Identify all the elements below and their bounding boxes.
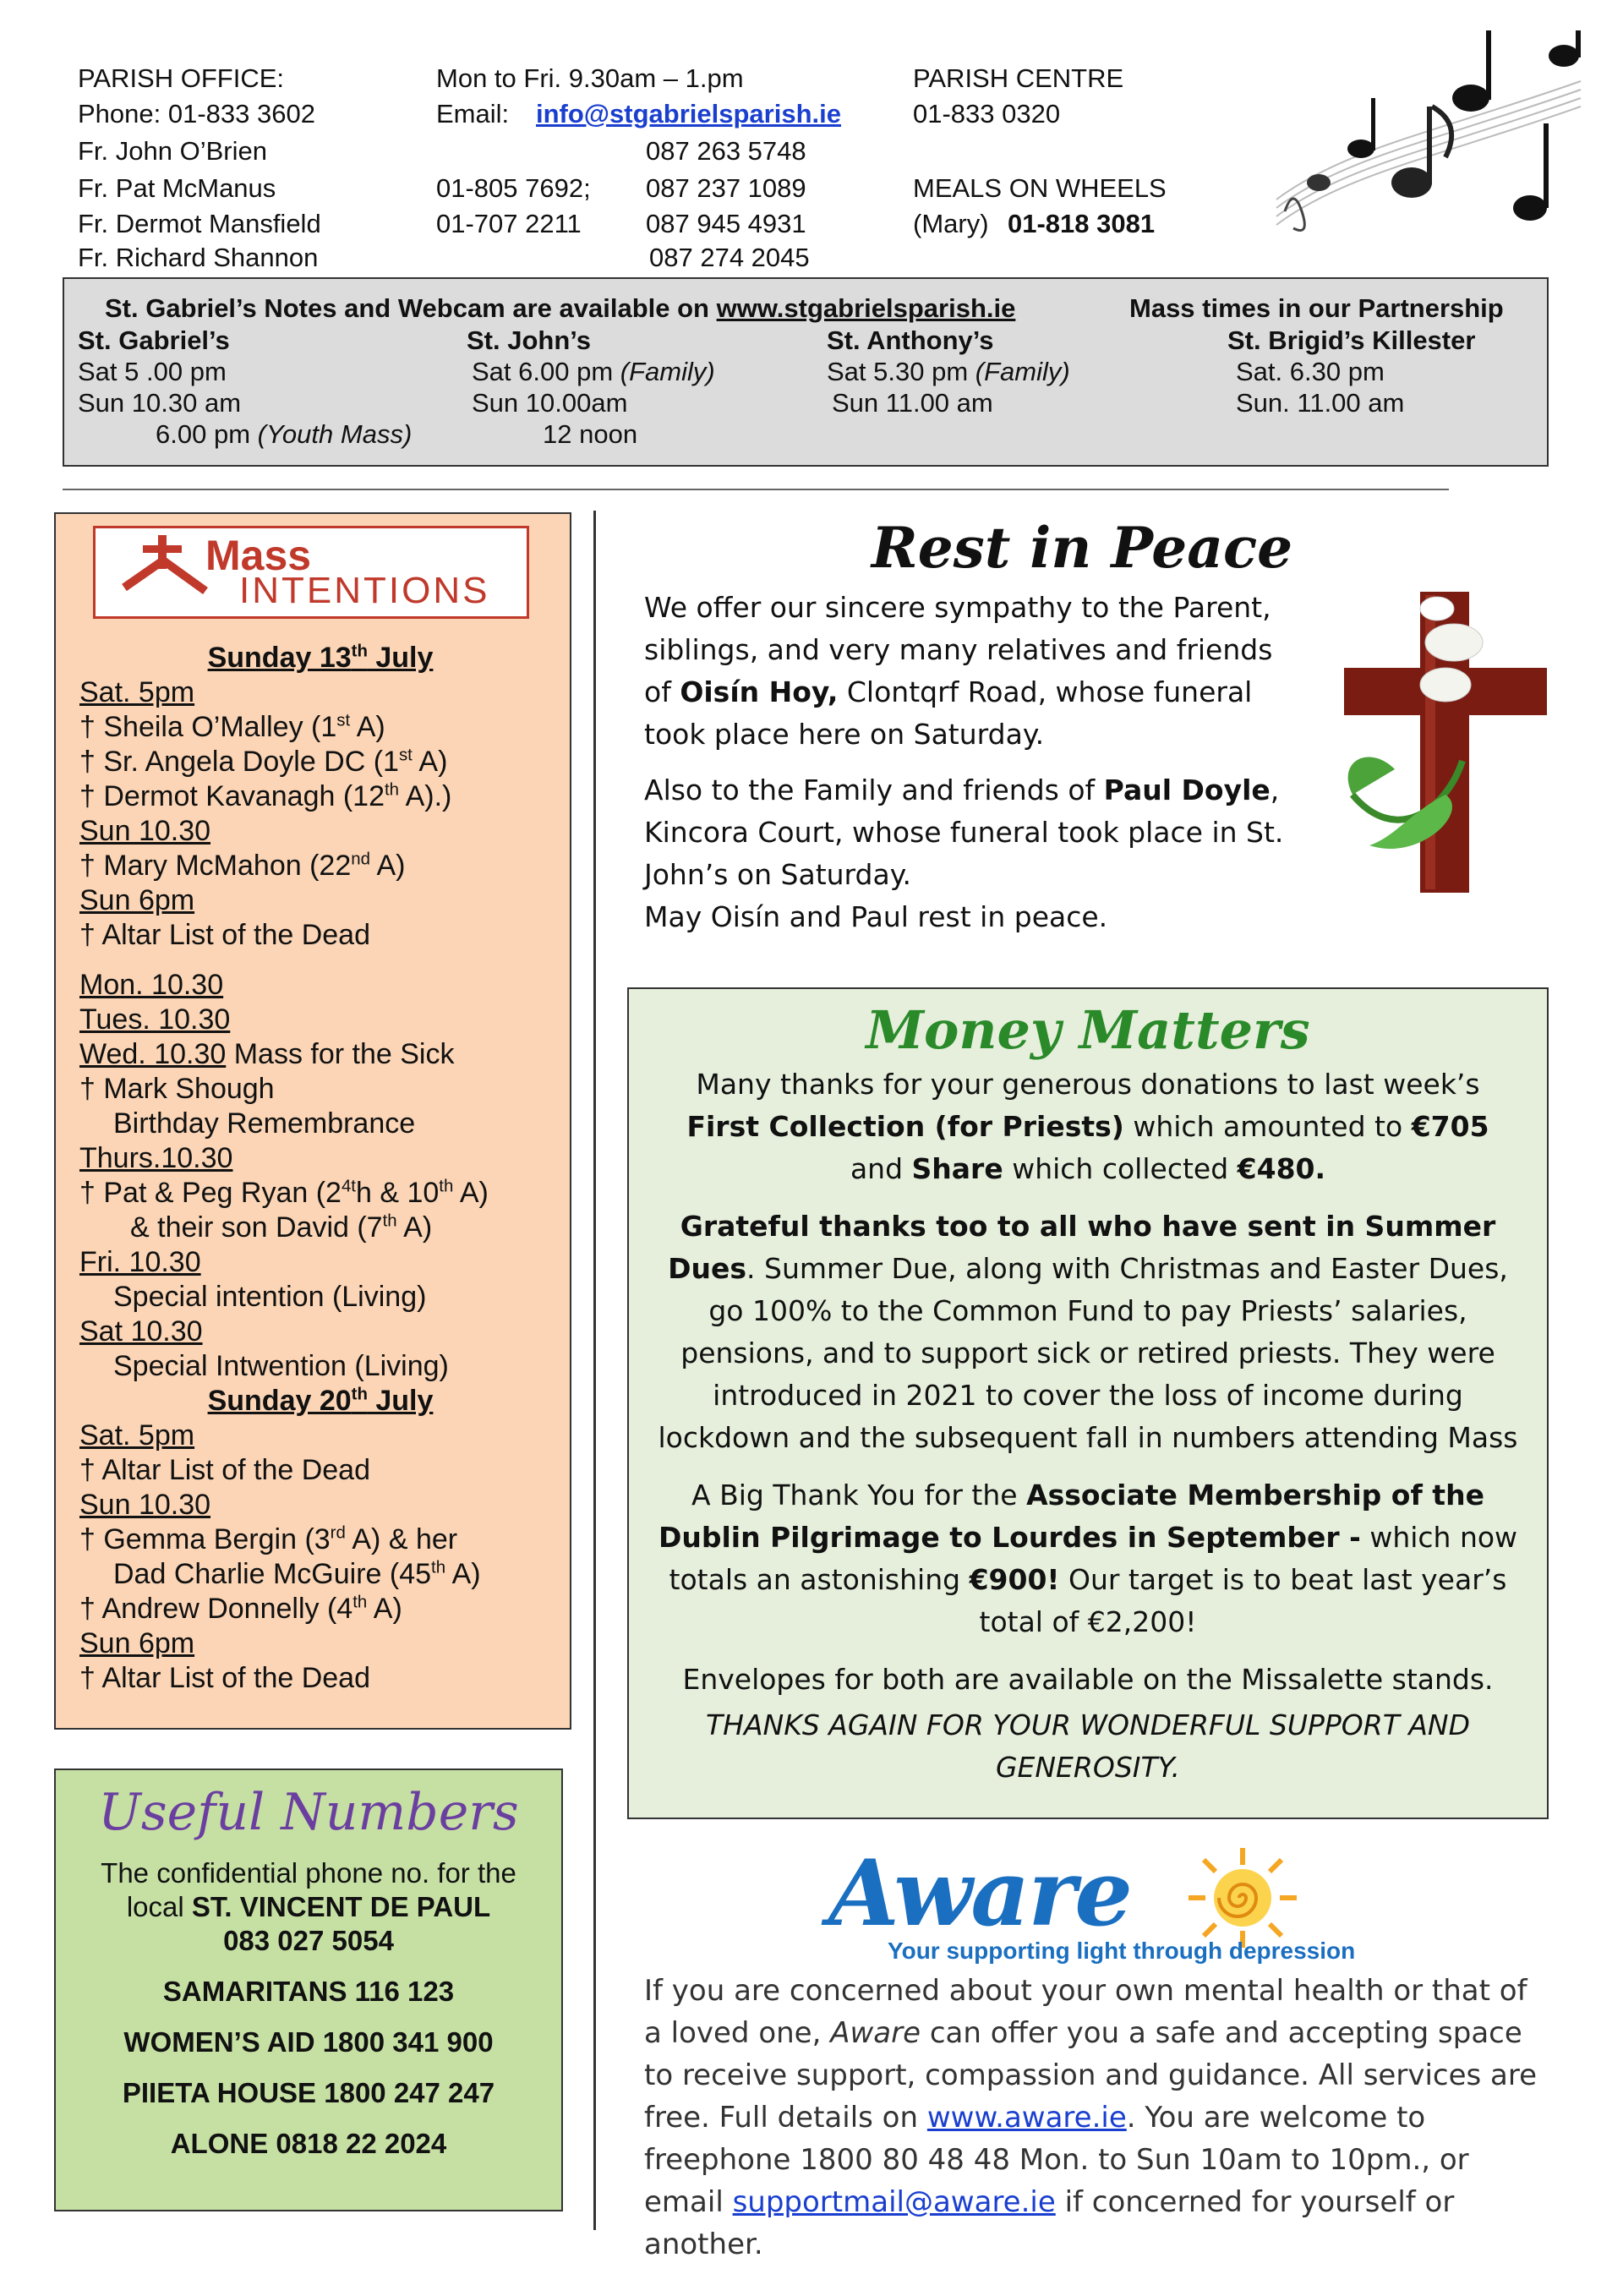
mass-time: Sun 10.30 am [78,388,242,418]
priest-landline: 01-805 7692; [436,173,591,203]
aware-text: If you are concerned about your own mental health or that of a loved one, Aware can offer you a safe and accepting space to receive support, compassion and guidance. All services are free. Full details on www.aware.ie. You are welcome to freephone 1800 80 48 48 Mon. to Sun 10am to 10pm., or email supportmail@aware.ie if concerned for yourself or another. [644,1974,1538,2261]
intention-item: † Mark Shough [79,1073,275,1105]
mass-time: 12 noon [543,419,638,449]
intention-item: Birthday Remembrance [113,1107,416,1140]
aware-email-link[interactable]: supportmail@aware.ie [732,2185,1056,2219]
meals-phone: 01-818 3081 [1008,209,1156,238]
mass-time: Sun 11.00 am [832,388,993,418]
pieta-number: PIIETA HOUSE 1800 247 247 [122,2077,495,2108]
intention-item: † Altar List of the Dead [79,919,370,951]
vertical-divider [593,511,596,2230]
mass-time: Sat 6.00 pm (Family) [472,357,715,386]
intention-item: † Gemma Bergin (3rd A) & her [79,1523,458,1555]
money-matters-title: Money Matters [866,999,1310,1061]
intentions-day-heading: Sunday 20th July [207,1385,434,1417]
intention-time: Wed. 10.30 Mass for the Sick [79,1038,455,1070]
aware-wordmark: Aware [828,1840,1131,1947]
cross-roof-icon [121,535,214,613]
intention-time: Mon. 10.30 [79,969,224,1001]
aware-logo [812,1840,1369,1970]
office-label: PARISH OFFICE: [78,63,285,93]
svp-intro: The confidential phone no. for the local ST. VINCENT DE PAUL [101,1857,516,1922]
meals-label: MEALS ON WHEELS [913,173,1167,203]
partnership-label: Mass times in our Partnership [1129,293,1504,323]
intention-time: Sun 6pm [79,884,195,916]
priest-name: Fr. John O’Brien [78,136,267,166]
useful-numbers-title: Useful Numbers [98,1783,519,1842]
office-hours: Mon to Fri. 9.30am – 1.pm [436,63,744,93]
priest-name: Fr. Richard Shannon [78,243,319,272]
intention-item: Special Intwention (Living) [113,1350,449,1382]
parish-header [78,61,1295,281]
mass-time: Sat 5.30 pm (Family) [827,357,1070,386]
intention-time: Sat 10.30 [79,1315,203,1348]
samaritans-number: SAMARITANS 116 123 [162,1976,455,2007]
intentions-day-heading: Sunday 13th July [207,642,434,674]
money-paragraph: A Big Thank You for the Associate Membership of the Dublin Pilgrimage to Lourdes in September - which now totals an astonishing €900! Our target is to beat last year’s total of €2,200! [658,1479,1518,1638]
priest-mobile: 087 945 4931 [646,209,806,238]
notes-webcam-text: St. Gabriel’s Notes and Webcam are available on www.stgabrielsparish.ie [105,293,1016,323]
money-paragraph: Envelopes for both are available on the Missalette stands. [682,1663,1494,1696]
priest-landline: 01-707 2211 [436,209,582,238]
cross-lily-icon [1319,592,1564,893]
intention-item: † Altar List of the Dead [79,1454,370,1486]
intention-item: † Andrew Donnelly (4th A) [79,1593,402,1625]
priest-mobile: 087 237 1089 [646,173,806,203]
horizontal-divider [63,489,1449,490]
logo-word-intentions: INTENTIONS [239,570,490,611]
email-link[interactable]: info@stgabrielsparish.ie [536,99,841,128]
intention-item: † Dermot Kavanagh (12th A).) [79,780,452,812]
mass-time: Sat. 6.30 pm [1236,357,1385,386]
svp-phone: 083 027 5054 [223,1925,394,1956]
priest-mobile: 087 263 5748 [646,136,806,166]
intention-time: Sat. 5pm [79,1419,195,1451]
money-closing: THANKS AGAIN FOR YOUR WONDERFUL SUPPORT AND GENEROSITY. [705,1708,1471,1784]
intention-time: Sun 6pm [79,1627,195,1659]
rip-paragraph: We offer our sincere sympathy to the Parent, siblings, and very many relatives and friends of Oisín Hoy, Clontqrf Road, whose funeral took place here on Saturday. [644,591,1273,751]
intentions-list [79,641,561,1696]
logo-word-mass: Mass [205,532,312,579]
mass-time: 6.00 pm (Youth Mass) [156,419,413,449]
rip-paragraph: Also to the Family and friends of Paul Doyle, Kincora Court, whose funeral took place in St. John’s on Saturday. May Oisín and Paul rest in peace. [644,774,1284,933]
email-label: Email: [436,99,510,128]
mass-time: Sun. 11.00 am [1236,388,1405,418]
intention-time: Thurs.10.30 [79,1142,233,1174]
mass-time: Sun 10.00am [472,388,628,418]
church-name: St. Gabriel’s [78,325,230,355]
money-paragraph: Many thanks for your generous donations to last week’s First Collection (for Priests) which amounted to €705 and Share which collected €480. [686,1068,1489,1185]
intention-item: Special intention (Living) [113,1281,427,1313]
intention-time: Sun 10.30 [79,815,211,847]
intention-item: Dad Charlie McGuire (45th A) [113,1558,481,1590]
centre-phone: 01-833 0320 [913,99,1061,128]
church-name: St. John’s [467,325,591,355]
intention-item: † Sheila O’Malley (1st A) [79,711,385,743]
sun-spiral-icon [1183,1843,1302,1953]
intention-item: † Mary McMahon (22nd A) [79,850,406,882]
mass-times-box [63,277,1549,467]
mass-time: Sat 5 .00 pm [78,357,227,386]
intention-time: Tues. 10.30 [79,1003,231,1036]
intention-item: † Pat & Peg Ryan ($2^{4t}h$ & 10th A) [79,1177,489,1209]
church-name: St. Anthony’s [827,325,994,355]
church-name: St. Brigid’s Killester [1227,325,1476,355]
music-notes-icon [1268,30,1589,242]
meals-contact: (Mary) [913,209,989,238]
priest-name: Fr. Pat McManus [78,173,276,203]
centre-label: PARISH CENTRE [913,63,1124,93]
priest-name: Fr. Dermot Mansfield [78,209,321,238]
intention-item: † Altar List of the Dead [79,1662,370,1694]
website-link[interactable]: www.stgabrielsparish.ie [716,293,1016,323]
intention-time: Sun 10.30 [79,1489,211,1521]
money-paragraph: Grateful thanks too to all who have sent in Summer Dues. Summer Due, along with Christmas and Easter Dues, go 100% to the Common Fund to pay Priests’ salaries, pensions, and to support sick or retired priests. They were introduced in 2021 to cover the loss of income during lockdown and the subsequent fall in numbers attending Mass [658,1210,1518,1454]
intention-item: & their son David (7th A) [130,1211,433,1244]
intention-item: † Sr. Angela Doyle DC (1st A) [79,746,448,778]
alone-number: ALONE 0818 22 2024 [170,2128,447,2159]
aware-website-link[interactable]: www.aware.ie [926,2101,1127,2135]
mass-intentions-panel [54,512,571,1730]
aware-tagline: Your supporting light through depression [888,1938,1356,1964]
useful-numbers-panel [54,1768,563,2211]
intention-time: Fri. 10.30 [79,1246,201,1278]
mass-intentions-logo [93,526,529,619]
priest-mobile: 087 274 2045 [649,243,810,272]
office-phone: Phone: 01-833 3602 [78,99,315,128]
intention-time: Sat. 5pm [79,676,195,708]
rest-in-peace-text [644,587,1312,952]
womens-aid-number: WOMEN’S AID 1800 341 900 [123,2026,494,2058]
rest-in-peace-title: Rest in Peace [871,515,1293,581]
money-matters-panel [627,987,1549,1819]
